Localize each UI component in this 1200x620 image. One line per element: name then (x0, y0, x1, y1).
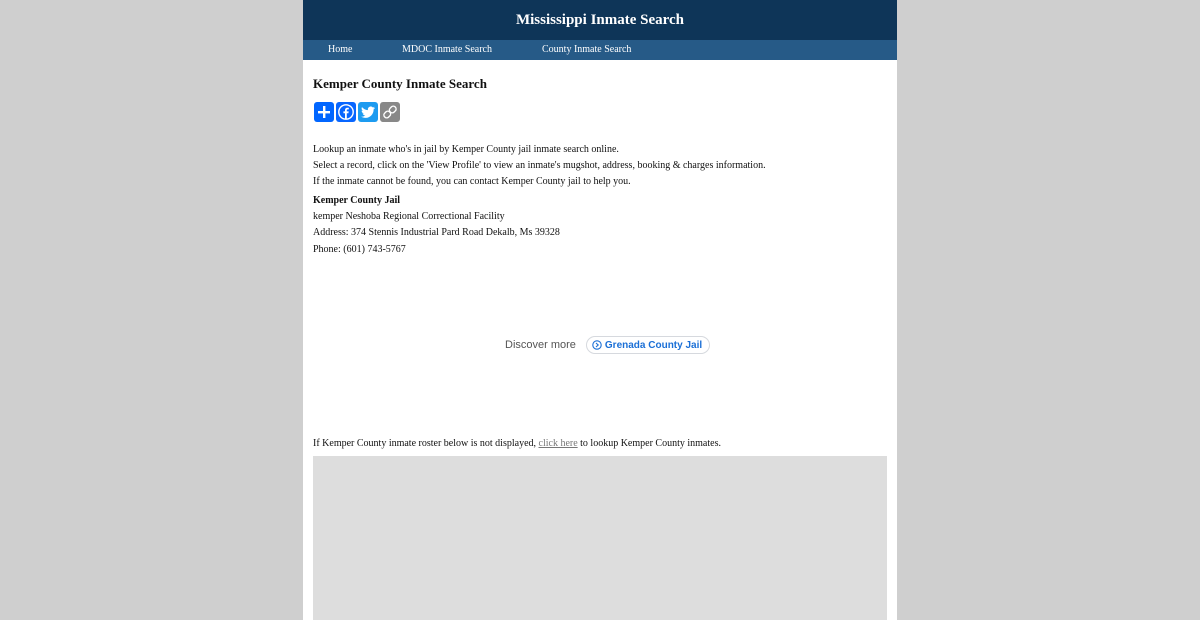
page-title: Kemper County Inmate Search (313, 76, 487, 91)
nav-mdoc-inmate-search[interactable]: MDOC Inmate Search (402, 44, 492, 55)
discover-more-label: Discover more (505, 339, 576, 351)
plus-icon (317, 105, 331, 119)
jail-info (313, 193, 560, 258)
intro-text (313, 142, 766, 191)
jail-address: Address: 374 Stennis Industrial Pard Road Dekalb, Ms 39328 (313, 227, 560, 239)
roster-frame (313, 456, 887, 620)
jail-facility: kemper Neshoba Regional Correctional Facility (313, 211, 505, 223)
share-twitter-button[interactable] (358, 102, 378, 122)
circle-arrow-icon (592, 340, 602, 350)
main-nav (303, 40, 897, 60)
intro-line: If the inmate cannot be found, you can contact Kemper County jail to help you. (313, 176, 631, 188)
share-facebook-button[interactable] (336, 102, 356, 122)
nav-home[interactable]: Home (328, 44, 353, 55)
page-container (303, 0, 897, 620)
roster-note-after: to lookup Kemper County inmates. (577, 438, 721, 449)
share-bar (314, 102, 400, 122)
share-add-button[interactable] (314, 102, 334, 122)
nav-county-inmate-search[interactable]: County Inmate Search (542, 44, 632, 55)
discover-more (505, 336, 710, 354)
copy-link-icon (382, 104, 398, 120)
roster-click-here-link[interactable]: click here (538, 438, 578, 449)
jail-phone: Phone: (601) 743-5767 (313, 243, 406, 255)
facebook-icon (338, 104, 354, 120)
twitter-icon (360, 104, 376, 120)
roster-note (313, 438, 721, 449)
site-header (303, 0, 897, 40)
roster-note-before: If Kemper County inmate roster below is not displayed, (313, 438, 539, 449)
discover-chip[interactable] (586, 336, 710, 354)
intro-line: Select a record, click on the 'View Profile' to view an inmate's mugshot, address, booking & charges information. (313, 160, 766, 172)
jail-name: Kemper County Jail (313, 195, 401, 206)
share-copy-link-button[interactable] (380, 102, 400, 122)
discover-chip-label: Grenada County Jail (604, 339, 703, 351)
intro-line: Lookup an inmate who's in jail by Kemper County jail inmate search online. (313, 144, 619, 155)
site-title[interactable]: Mississippi Inmate Search (515, 11, 685, 28)
